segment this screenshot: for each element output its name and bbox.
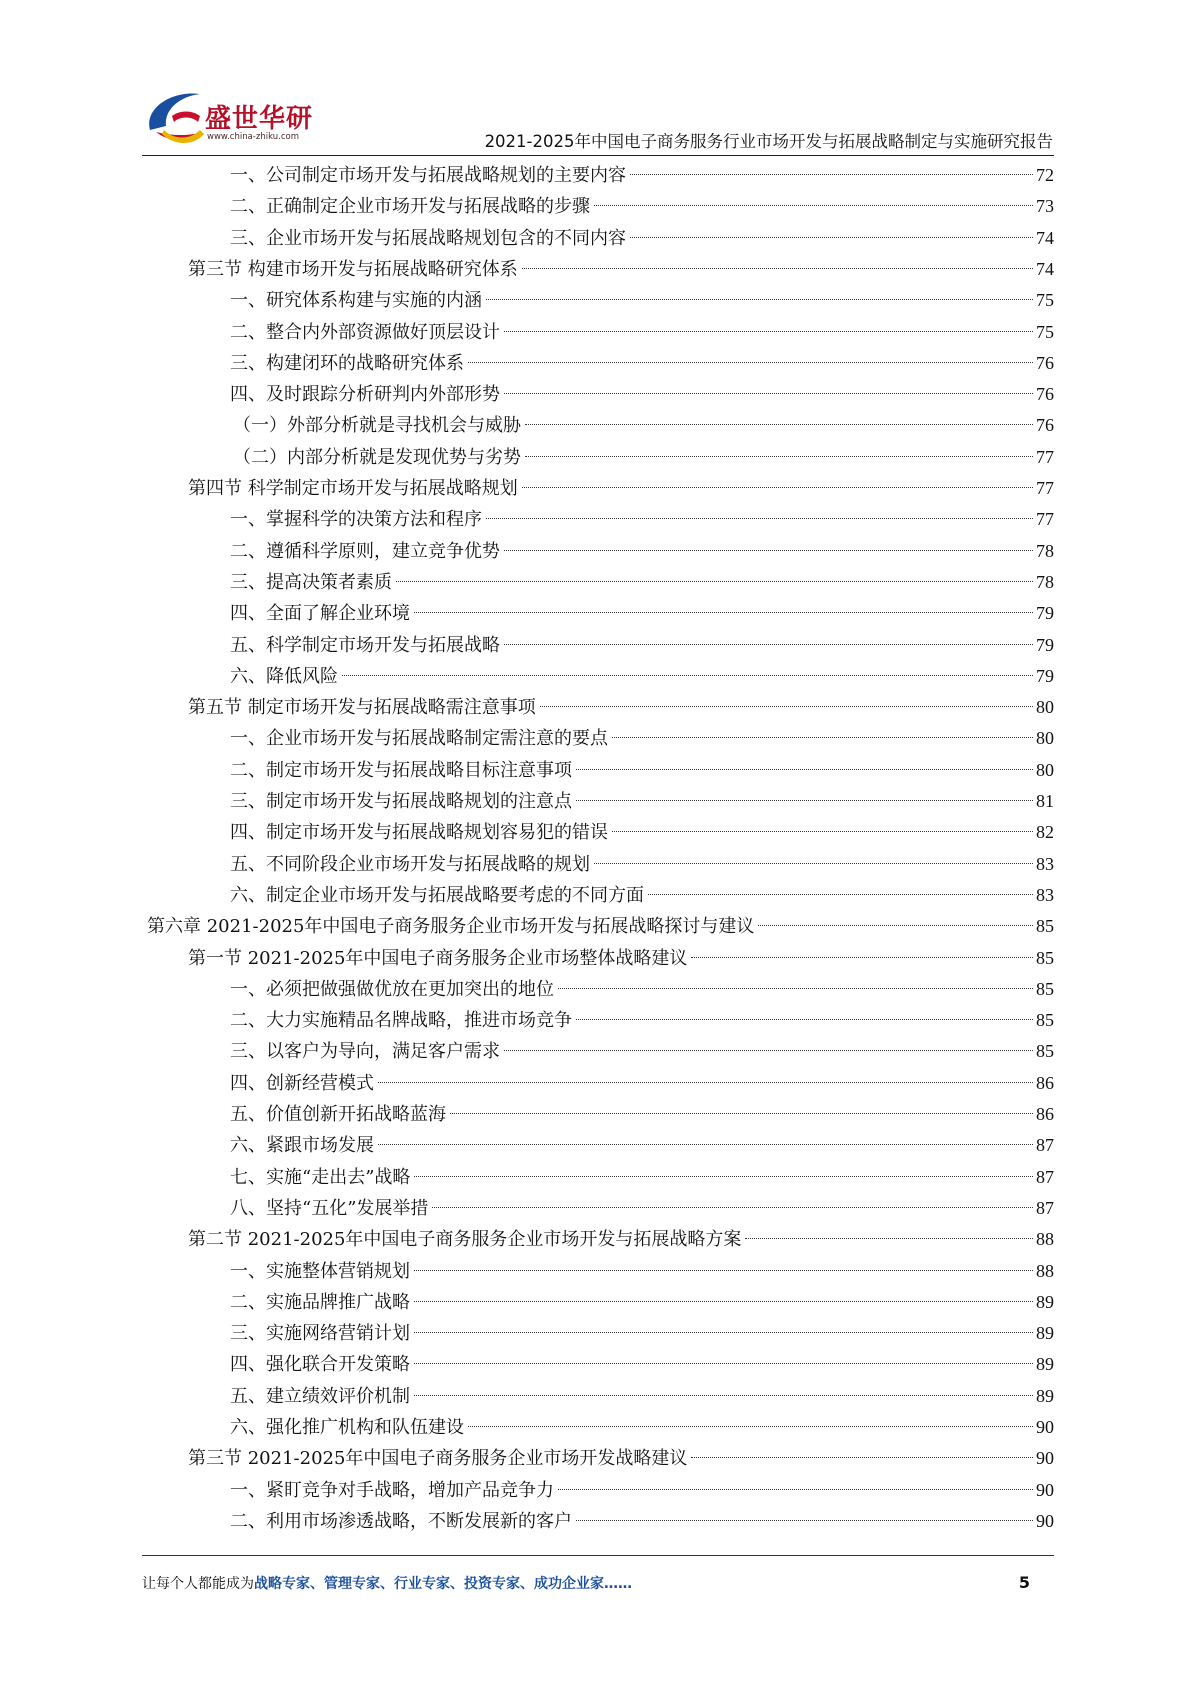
toc-entry[interactable] [188,254,1054,285]
toc-entry[interactable] [230,1256,1054,1287]
toc-entry[interactable] [230,974,1054,1005]
toc-entry[interactable] [230,285,1054,316]
toc-entry-label: 第二节 2021-2025年中国电子商务服务企业市场开发与拓展战略方案 [188,1229,742,1251]
toc-entry-page: 82 [1036,822,1054,843]
footer-slogan-prefix: 让每个人都能成为 [142,1576,254,1592]
toc-entry-page: 78 [1036,571,1054,592]
toc-entry-page: 85 [1036,916,1054,937]
toc-dot-leader [576,1520,1033,1521]
toc-entry[interactable] [230,1412,1054,1443]
toc-entry-label: 三、实施网络营销计划 [230,1323,410,1345]
toc-entry-page: 75 [1036,290,1054,311]
toc-entry[interactable] [230,191,1054,222]
toc-entry[interactable] [230,223,1054,254]
toc-entry[interactable] [230,723,1054,754]
toc-dot-leader [414,1301,1033,1302]
toc-dot-leader [504,550,1033,551]
toc-entry-label: 一、公司制定市场开发与拓展战略规划的主要内容 [230,165,626,186]
toc-entry[interactable] [188,473,1054,504]
toc-entry-label: 二、实施品牌推广战略 [230,1291,410,1313]
toc-entry-label: 一、研究体系构建与实施的内涵 [230,290,482,312]
toc-entry-page: 86 [1036,1072,1054,1093]
toc-dot-leader [450,1113,1033,1114]
toc-dot-leader [558,988,1033,989]
toc-entry[interactable] [230,1036,1054,1067]
logo-brand-name: 盛世华研 [205,104,314,134]
toc-dot-leader [414,1332,1033,1333]
toc-dot-leader [758,925,1033,926]
toc-entry[interactable] [230,1130,1054,1161]
toc-entry[interactable] [230,1349,1054,1380]
footer-slogan-roles: 战略专家、管理专家、行业专家、投资专家、成功企业家…… [254,1576,632,1592]
toc-entry-page: 89 [1036,1323,1054,1344]
toc-entry[interactable] [230,1068,1054,1099]
toc-entry-page: 85 [1036,947,1054,968]
toc-dot-leader [576,800,1033,801]
toc-entry-label: 第六章 2021-2025年中国电子商务服务企业市场开发与拓展战略探讨与建议 [147,916,755,938]
toc-entry-label: 第一节 2021-2025年中国电子商务服务企业市场整体战略建议 [188,947,688,969]
toc-entry-page: 83 [1036,853,1054,874]
toc-entry-page: 80 [1036,728,1054,749]
toc-entry-page: 79 [1036,665,1054,686]
toc-entry-label: 二、利用市场渗透战略，不断发展新的客户 [230,1510,572,1532]
toc-entry[interactable] [230,817,1054,848]
toc-entry-label: 第三节 构建市场开发与拓展战略研究体系 [188,258,518,280]
toc-entry-label: 二、大力实施精品名牌战略，推进市场竞争 [230,1010,572,1032]
toc-entry[interactable] [230,1318,1054,1349]
toc-dot-leader [468,362,1033,363]
toc-dot-leader [504,331,1033,332]
toc-entry-label: 二、整合内外部资源做好顶层设计 [230,321,500,343]
toc-entry[interactable] [230,880,1054,911]
toc-entry-page: 78 [1036,540,1054,561]
toc-entry[interactable] [188,1443,1054,1474]
toc-entry-label: 四、强化联合开发策略 [230,1354,410,1376]
toc-dot-leader [504,393,1033,394]
toc-dot-leader [396,581,1033,582]
toc-dot-leader [522,487,1033,488]
toc-entry-page: 85 [1036,978,1054,999]
toc-entry[interactable] [230,1381,1054,1412]
toc-entry-label: 五、不同阶段企业市场开发与拓展战略的规划 [230,853,590,875]
page-number: 5 [1018,1573,1030,1592]
toc-entry-page: 90 [1036,1479,1054,1500]
toc-entry-label: （一）外部分析就是寻找机会与威胁 [233,415,521,437]
toc-dot-leader [468,1426,1033,1427]
toc-entry[interactable] [230,504,1054,535]
toc-entry[interactable] [230,630,1054,661]
toc-entry-label: 四、创新经营模式 [230,1072,374,1094]
toc-entry-label: 六、强化推广机构和队伍建设 [230,1417,464,1438]
toc-entry-label: 二、正确制定企业市场开发与拓展战略的步骤 [230,196,590,218]
toc-entry-label: （二）内部分析就是发现优势与劣势 [233,446,521,468]
toc-entry[interactable] [188,1224,1054,1255]
toc-dot-leader [342,675,1033,676]
toc-entry-label: 一、企业市场开发与拓展战略制定需注意的要点 [230,728,608,750]
toc-entry-page: 83 [1036,884,1054,905]
toc-entry-page: 76 [1036,384,1054,405]
toc-entry[interactable] [230,1005,1054,1036]
toc-entry[interactable] [188,692,1054,723]
toc-dot-leader [630,174,1033,175]
toc-entry[interactable] [230,661,1054,692]
toc-entry-page: 90 [1036,1448,1054,1469]
toc-entry-label: 八、坚持“五化”发展举措 [230,1197,429,1219]
toc-entry-label: 六、制定企业市场开发与拓展战略要考虑的不同方面 [230,884,644,906]
toc-entry-label: 第三节 2021-2025年中国电子商务服务企业市场开发战略建议 [188,1448,688,1470]
toc-entry-label: 六、紧跟市场发展 [230,1135,374,1157]
toc-entry-page: 85 [1036,1041,1054,1062]
toc-entry-label: 五、价值创新开拓战略蓝海 [230,1104,446,1125]
toc-dot-leader [414,1270,1033,1271]
toc-dot-leader [414,1176,1033,1177]
toc-entry-page: 89 [1036,1385,1054,1406]
toc-entry-label: 第五节 制定市场开发与拓展战略需注意事项 [188,697,536,719]
toc-dot-leader [594,863,1033,864]
toc-entry[interactable] [230,849,1054,880]
toc-entry[interactable] [230,1193,1054,1224]
page-footer [142,1573,1054,1599]
toc-dot-leader [576,769,1033,770]
toc-entry-page: 77 [1036,509,1054,530]
toc-dot-leader [525,456,1033,457]
toc-dot-leader [486,518,1033,519]
toc-entry-page: 89 [1036,1354,1054,1375]
toc-entry-page: 87 [1036,1166,1054,1187]
toc-entry-page: 73 [1036,196,1054,217]
toc-entry-page: 74 [1036,227,1054,248]
toc-entry-page: 89 [1036,1291,1054,1312]
toc-dot-leader [504,644,1033,645]
toc-entry-label: 五、建立绩效评价机制 [230,1385,410,1407]
toc-entry-page: 80 [1036,759,1054,780]
page-header [0,0,1191,165]
toc-entry[interactable] [230,1475,1054,1506]
toc-dot-leader [630,237,1033,238]
toc-dot-leader [576,1019,1033,1020]
toc-entry-page: 85 [1036,1010,1054,1031]
toc-entry[interactable] [230,379,1054,410]
toc-entry-label: 三、以客户为导向，满足客户需求 [230,1041,500,1063]
toc-entry-label: 四、制定市场开发与拓展战略规划容易犯的错误 [230,822,608,844]
toc-dot-leader [648,894,1033,895]
toc-entry-page: 76 [1036,415,1054,436]
toc-entry-page: 88 [1036,1229,1054,1250]
toc-entry-page: 77 [1036,478,1054,498]
toc-entry[interactable] [230,160,1054,191]
toc-dot-leader [486,299,1033,300]
toc-entry-page: 88 [1036,1260,1054,1281]
toc-entry[interactable] [230,786,1054,817]
toc-entry-label: 三、构建闭环的战略研究体系 [230,352,464,374]
toc-dot-leader [745,1238,1033,1239]
toc-dot-leader [414,1363,1033,1364]
toc-entry[interactable] [233,442,1054,473]
toc-entry-label: 一、紧盯竞争对手战略，增加产品竞争力 [230,1479,554,1501]
toc-entry-page: 76 [1036,352,1054,373]
toc-dot-leader [525,424,1033,425]
toc-dot-leader [414,1395,1033,1396]
toc-entry-label: 二、制定市场开发与拓展战略目标注意事项 [230,759,572,781]
toc-entry-page: 90 [1036,1510,1054,1531]
toc-dot-leader [691,957,1033,958]
toc-entry-page: 79 [1036,603,1054,624]
toc-dot-leader [522,268,1033,269]
logo-url: www.china-zhiku.com [207,132,299,142]
footer-divider [142,1555,1054,1556]
toc-entry-label: 五、科学制定市场开发与拓展战略 [230,634,500,656]
toc-dot-leader [378,1082,1033,1083]
header-divider [142,155,1054,156]
toc-entry[interactable] [230,536,1054,567]
toc-entry-page: 90 [1036,1417,1054,1437]
toc-entry[interactable] [230,1506,1054,1537]
toc-entry-label: 三、制定市场开发与拓展战略规划的注意点 [230,791,572,812]
toc-entry-label: 七、实施“走出去”战略 [230,1166,411,1188]
toc-entry[interactable] [230,348,1054,379]
toc-dot-leader [432,1207,1033,1208]
toc-entry-label: 二、遵循科学原则，建立竞争优势 [230,540,500,562]
toc-entry[interactable] [230,598,1054,629]
toc-entry-page: 81 [1036,791,1054,811]
toc-dot-leader [691,1457,1033,1458]
toc-entry[interactable] [230,1287,1054,1318]
toc-entry-label: 四、全面了解企业环境 [230,603,410,625]
toc-entry-page: 74 [1036,258,1054,279]
toc-entry-page: 87 [1036,1197,1054,1218]
toc-dot-leader [594,205,1033,206]
toc-entry-label: 第四节 科学制定市场开发与拓展战略规划 [188,478,518,499]
toc-entry-label: 一、必须把做强做优放在更加突出的地位 [230,978,554,1000]
toc-dot-leader [378,1144,1033,1145]
toc-entry[interactable] [230,1099,1054,1130]
toc-entry-label: 一、实施整体营销规划 [230,1260,410,1282]
toc-dot-leader [540,706,1033,707]
toc-entry-label: 三、企业市场开发与拓展战略规划包含的不同内容 [230,227,626,249]
toc-dot-leader [558,1489,1033,1490]
toc-entry[interactable] [230,1162,1054,1193]
toc-dot-leader [504,1050,1033,1051]
toc-entry[interactable] [233,410,1054,441]
toc-entry-page: 72 [1036,165,1054,185]
toc-entry-page: 79 [1036,634,1054,655]
toc-dot-leader [612,737,1033,738]
toc-entry[interactable] [147,911,1054,942]
toc-entry-page: 75 [1036,321,1054,342]
toc-entry[interactable] [230,755,1054,786]
toc-entry-page: 77 [1036,446,1054,467]
toc-entry[interactable] [230,567,1054,598]
toc-entry-page: 87 [1036,1135,1054,1156]
toc-entry-page: 86 [1036,1104,1054,1124]
toc-entry[interactable] [188,943,1054,974]
toc-entry-label: 四、及时跟踪分析研判内外部形势 [230,384,500,406]
toc-entry-label: 三、提高决策者素质 [230,571,392,593]
report-title: 2021-2025年中国电子商务服务行业市场开发与拓展战略制定与实施研究报告 [484,132,1053,151]
toc-dot-leader [414,612,1033,613]
toc-entry-label: 一、掌握科学的决策方法和程序 [230,509,482,531]
toc-dot-leader [612,831,1033,832]
toc-entry[interactable] [230,317,1054,348]
toc-entry-page: 80 [1036,697,1054,718]
toc-entry-label: 六、降低风险 [230,665,338,687]
